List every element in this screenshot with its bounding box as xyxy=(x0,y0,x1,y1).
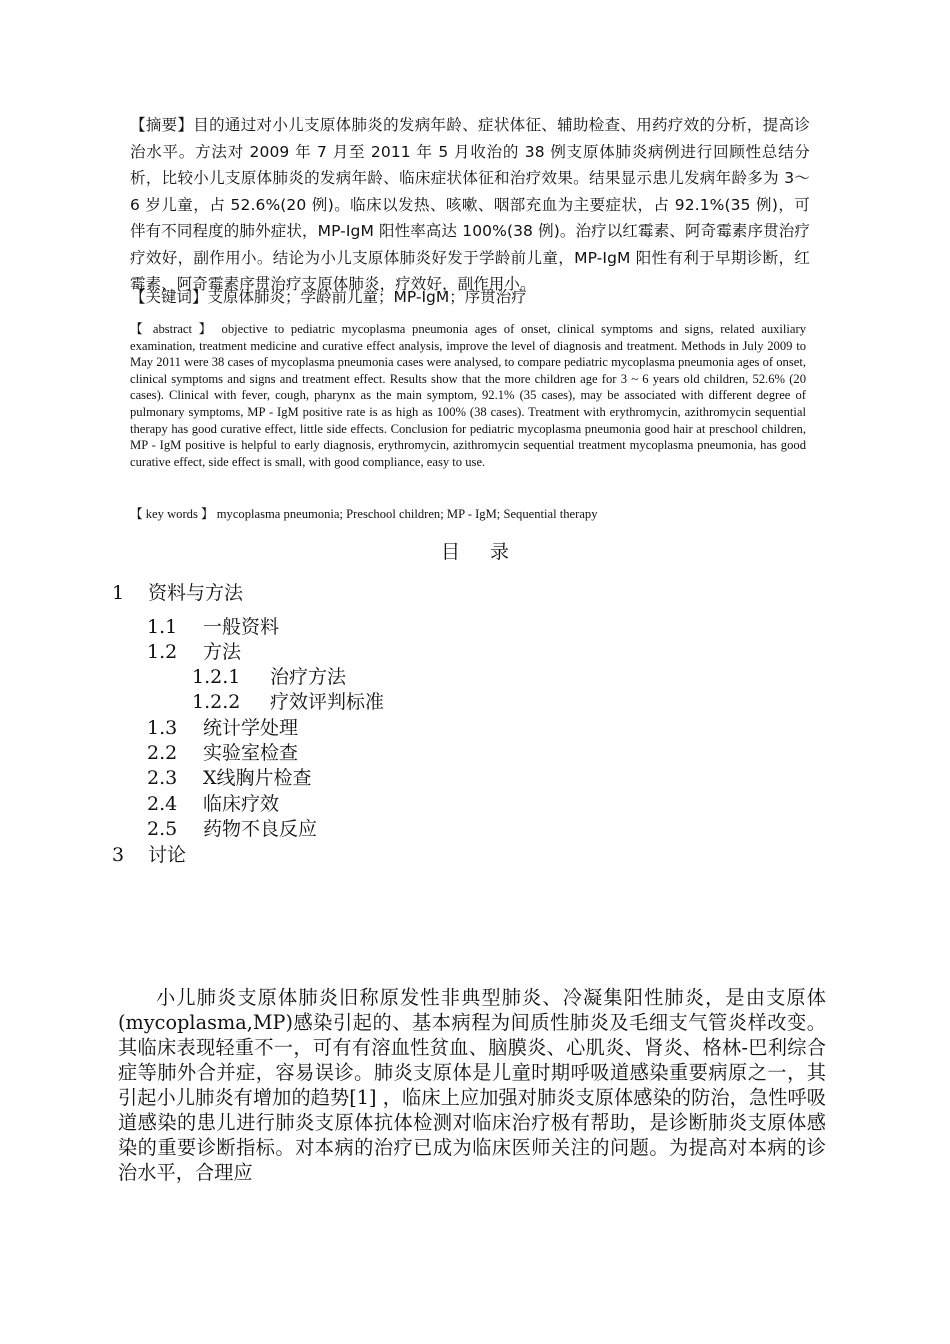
english-keywords: 【 key words 】 mycoplasma pneumonia; Preschool children; MP - IgM; Sequential therapy xyxy=(130,507,598,521)
toc-item-number: 1.2 xyxy=(147,641,178,663)
toc-item-number: 1.2.1 xyxy=(192,666,241,688)
english-abstract: 【 abstract 】 objective to pediatric mycoplasma pneumonia ages of onset, clinical symptoms and signs, related auxiliary examination, treatment medicine and curative effect analysis, improve the level of diagnosis and treatment. Methods in July 2009 to May 2011 were 38 cases of mycoplasma pneumonia cases were analysed, to compare pediatric mycoplasma pneumonia ages of onset, clinical symptoms and signs and treatment effect. Results show that the more children age for 3 ~ 6 years old children, 52.6% (20 cases). Clinical with fever, cough, pharynx as the main symptom, 92.1% (35 cases), may be associated with different degree of pulmonary symptoms, MP - IgM positive rate is as high as 100% (38 cases). Treatment with erythromycin, azithromycin sequential therapy has good curative effect, little side effects. Conclusion for pediatric mycoplasma pneumonia good hair at preschool children, MP - IgM positive is helpful to early diagnosis, erythromycin, azithromycin sequential treatment mycoplasma pneumonia, has good curative effect, side effect is small, with good compliance, easy to use. xyxy=(130,322,806,469)
toc-item-number: 2.2 xyxy=(147,742,178,764)
toc-item-label: 资料与方法 xyxy=(148,582,244,604)
toc-item-2-3[interactable] xyxy=(147,766,312,790)
toc-item-1-2[interactable] xyxy=(147,640,241,664)
toc-item-label: 统计学处理 xyxy=(203,717,299,739)
toc-item-label: X线胸片检查 xyxy=(203,767,312,789)
toc-item-number: 3 xyxy=(112,844,125,866)
toc-title-text: 目录 xyxy=(440,541,539,563)
toc-item-number: 2.5 xyxy=(147,818,178,840)
toc-item-label: 实验室检查 xyxy=(203,742,299,764)
toc-item-1-1[interactable] xyxy=(147,615,279,639)
toc-item-label: 方法 xyxy=(203,641,242,663)
toc-item-2-5[interactable] xyxy=(147,817,317,841)
toc-item-1[interactable] xyxy=(112,581,243,605)
toc-item-1-2-2[interactable] xyxy=(192,690,384,714)
toc-item-number: 1.2.2 xyxy=(192,691,241,713)
toc-item-1-2-1[interactable] xyxy=(192,665,346,689)
toc-item-label: 药物不良反应 xyxy=(203,818,318,840)
toc-item-number: 2.3 xyxy=(147,767,178,789)
toc-item-label: 临床疗效 xyxy=(203,793,280,815)
toc-item-number: 2.4 xyxy=(147,793,178,815)
toc-item-3[interactable] xyxy=(112,843,186,867)
toc-item-2-2[interactable] xyxy=(147,741,298,765)
toc-item-label: 讨论 xyxy=(148,844,187,866)
toc-item-1-3[interactable] xyxy=(147,716,298,740)
toc-item-number: 1.1 xyxy=(147,616,178,638)
chinese-abstract: 【摘要】目的通过对小儿支原体肺炎的发病年龄、症状体征、辅助检查、用药疗效的分析，提高诊治水平。方法对 2009 年 7 月至 2011 年 5 月收治的 38 例支原体肺炎病例进行回顾性总结分析，比较小儿支原体肺炎的发病年龄、临床症状体征和治疗效果。结果显示患儿发病年龄多为 3～6 岁儿童，占 52.6%(20 例)。临床以发热、咳嗽、咽部充血为主要症状，占 92.1%(35 例)，可伴有不同程度的肺外症状，MP-IgM 阳性率高达 100%(38 例)。治疗以红霉素、阿奇霉素序贯治疗疗效好，副作用小。结论为小儿支原体肺炎好发于学龄前儿童，MP-IgM 阳性有利于早期诊断，红霉素、阿奇霉素序贯治疗支原体肺炎，疗效好，副作用小。 xyxy=(130,116,810,293)
toc-item-2-4[interactable] xyxy=(147,792,279,816)
toc-item-label: 治疗方法 xyxy=(270,666,347,688)
toc-item-number: 1.3 xyxy=(147,717,178,739)
toc-item-label: 疗效评判标准 xyxy=(270,691,385,713)
chinese-keywords: 【关键词】支原体肺炎；学龄前儿童；MP-IgM；序贯治疗 xyxy=(130,288,527,306)
body-paragraph: 小儿肺炎支原体肺炎旧称原发性非典型肺炎、冷凝集阳性肺炎，是由支原体(mycoplasma,MP)感染引起的、基本病程为间质性肺炎及毛细支气管炎样改变。其临床表现轻重不一，可有有溶血性贫血、脑膜炎、心肌炎、肾炎、格林-巴利综合症等肺外合并症，容易误诊。肺炎支原体是儿童时期呼吸道感染重要病原之一，其引起小儿肺炎有增加的趋势[1] ，临床上应加强对肺炎支原体感染的防治，急性呼吸道感染的患儿进行肺炎支原体抗体检测对临床治疗极有帮助，是诊断肺炎支原体感染的重要诊断指标。对本病的治疗已成为临床医师关注的问题。为提高对本病的诊治水平，合理应 xyxy=(118,986,826,1184)
toc-item-number: 1 xyxy=(112,582,125,604)
toc-item-label: 一般资料 xyxy=(203,616,280,638)
